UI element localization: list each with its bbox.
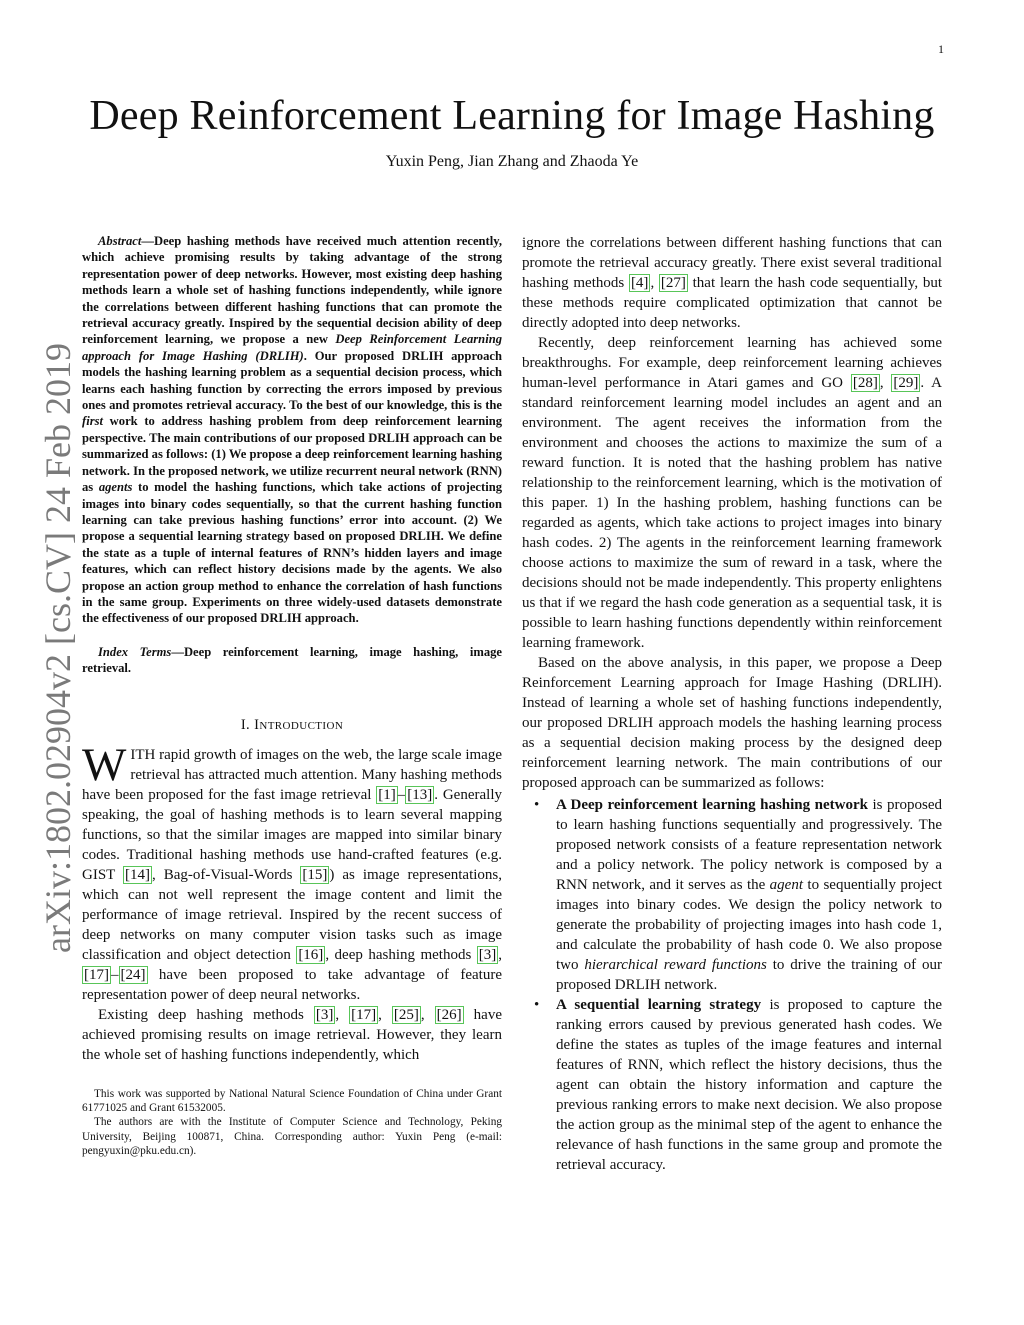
paper-title: Deep Reinforcement Learning for Image Hashing <box>89 93 935 139</box>
footnote-funding: This work was supported by National Natural Science Foundation of China under Grant 61771025 and Grant 61532005. <box>82 1087 502 1114</box>
intro-paragraph-1: WITH rapid growth of images on the web, the large scale image retrieval has attracted much attention. Many hashing methods have been proposed for the fast image retrieval [1] – [13] . Generally speaking, the goal of hashing methods is to learn several mapping functions, so that the similar images are mapped into similar binary codes. Traditional hashing methods use hand-crafted features (e.g. GIST [14] , Bag-of-Visual-Words [15] ) as image representations, which can not well represent the image content and limit the performance of image retrieval. Inspired by the recent success of deep networks on many computer vision tasks such as image classification and object detection [16] , deep hashing methods [3] , [17] – [24] have been proposed to take advantage of feature representation power of deep neural networks. <box>82 738 503 1003</box>
right-paragraph-2: Recently, deep reinforcement learning has achieved some breakthroughs. For example, deep reinforcement learning achieves human-level performance in Atari games and GO [28] , [29] . A standard reinforcement learning model includes an agent and an environment. The agent receives the information from the environment and chooses the actions to maximize the sum of a reward function. It is noted that the hashing problem has native relationship to the reinforcement learning, which is the motivation of this paper. 1) In the hashing problem, hashing functions can be regarded as agents, which take actions to project images into binary hash codes. 2) The agents in the reinforcement learning framework choose actions to maximize the sum of reward in a task, where the decisions should not be made independently. This property enlightens us that if we regard the hash code generation as a sequential task, it is possible to learn hashing functions dependently within reinforcement learning framework. <box>522 335 943 651</box>
bullet-icon: • <box>534 797 540 813</box>
page-number: 1 <box>938 42 944 56</box>
bullet-icon: • <box>534 997 540 1013</box>
abstract-label: Abstract <box>98 234 142 248</box>
citation-link[interactable]: [27] <box>660 275 686 291</box>
citation-link[interactable]: [28] <box>852 375 878 391</box>
right-paragraph-1: ignore the correlations between different hashing functions that can promote the retrieval accuracy greatly. There exist several traditional hashing methods [4] , [27] that learn the hash code sequentially, but these methods require complicated optimization that cannot be directly adopted into deep networks. <box>522 235 943 331</box>
index-terms-label: Index Terms <box>98 644 172 659</box>
footnote-affiliation: The authors are with the Institute of Computer Science and Technology, Peking University, Beijing 100871, China. Corresponding author: Yuxin Peng (e-mail: pengyuxin@pku.edu.cn). <box>82 1116 502 1158</box>
abstract: Abstract—Deep hashing methods have received much attention recently, which achieve promising results by taking advantage of the strong representation power of deep networks. However, most existing deep hashing methods learn a whole set of hashing functions independently, while ignore the correlations between different hashing functions that can promote the retrieval accuracy greatly. Inspired by the sequential decision ability of deep reinforcement learning, we propose a new Deep Reinforcement Learning approach for Image Hashing (DRLIH). Our proposed DRLIH approach models the hashing learning problem as a sequential decision process, which learns each hashing function by correcting the errors imposed by previous ones and promotes retrieval accuracy. To the best of our knowledge, this is the first work to address hashing problem from deep reinforcement learning perspective. The main contributions of our proposed DRLIH approach can be summarized as follows: (1) We propose a deep reinforcement learning hashing network. In the proposed network, we utilize recurrent neural network (RNN) as agents to model the hashing functions, which take actions of projecting images into binary codes sequentially, so that the current hashing function learning can take previous hashing functions’ error into account. (2) We propose a sequential learning strategy based on proposed DRLIH. We define the state as a tuple of internal features of RNN’s hidden layers and image features, which can reflect history decisions made by the agents. We also propose an action group method to enhance the correlation of hash functions in the same group. Experiments on three widely-used datasets demonstrate the effectiveness of our proposed DRLIH approach. <box>82 234 502 626</box>
citation-link[interactable]: [15] <box>302 866 328 883</box>
citation-link[interactable]: [14] <box>125 866 151 883</box>
citation-link[interactable]: [25] <box>393 1006 419 1023</box>
list-item: • A sequential learning strategy is proposed to capture the ranking errors caused by previous generated hash codes. We define the states as tuples of the image features and internal features of RNN, which reflect the history decisions, thus the agent can obtain the history information and capture the previous ranking errors to make next decision. We also propose the action group as the minimal step of the agent to enhance the relevance of hash functions in the same group and promote the retrieval accuracy. <box>534 997 942 1173</box>
author-list: Yuxin Peng, Jian Zhang and Zhaoda Ye <box>385 153 639 170</box>
citation-link[interactable]: [4] <box>630 275 649 291</box>
drop-cap: W <box>82 738 127 791</box>
intro-paragraph-2: Existing deep hashing methods [3] , [17] , [25] , [26] have achieved promising results on image retrieval. However, they learn the whole set of hashing functions independently, which <box>82 1006 503 1063</box>
citation-link[interactable]: [3] <box>478 946 497 963</box>
citation-link[interactable]: [17] <box>84 966 109 983</box>
citation-link[interactable]: [13] <box>407 786 433 803</box>
citation-link[interactable]: [29] <box>893 375 919 391</box>
index-terms: Index Terms—Deep reinforcement learning, image hashing, image retrieval. <box>82 644 503 676</box>
contributions-list <box>522 795 942 1175</box>
citation-link[interactable]: [24] <box>120 966 146 983</box>
arxiv-stamp: arXiv:1802.02904v2 [cs.CV] 24 Feb 2019 <box>38 343 78 953</box>
left-column <box>82 233 502 1159</box>
citation-link[interactable]: [1] <box>378 786 396 803</box>
right-paragraph-3: Based on the above analysis, in this paper, we propose a Deep Reinforcement Learning approach for Image Hashing (DRLIH). Instead of learning a whole set of hashing functions independently, our proposed DRLIH approach models the hashing learning process as a sequential decision making process by the designed deep reinforcement learning network. The main contributions of our proposed approach can be summarized as follows: <box>522 655 942 791</box>
citation-link[interactable]: [17] <box>351 1006 377 1023</box>
citation-link[interactable]: [16] <box>298 946 324 963</box>
citation-link[interactable]: [3] <box>315 1006 334 1023</box>
section-heading-introduction: I. INTRODUCTION <box>240 716 344 733</box>
footnotes <box>82 1087 502 1159</box>
right-column <box>522 233 942 1175</box>
citation-link[interactable]: [26] <box>436 1006 462 1023</box>
list-item: • A Deep reinforcement learning hashing network is proposed to learn hashing functions sequentially and progressively. The proposed network consists of a feature representation network and a policy network. The policy network is composed by a RNN network, and it serves as the agent to sequentially project images into binary codes. We design the policy network to generate the probability of projecting images into hash code 1, and calculate the probability of hash code 0. We also propose two hierarchical reward functions to drive the training of our proposed DRLIH network. <box>534 797 942 993</box>
